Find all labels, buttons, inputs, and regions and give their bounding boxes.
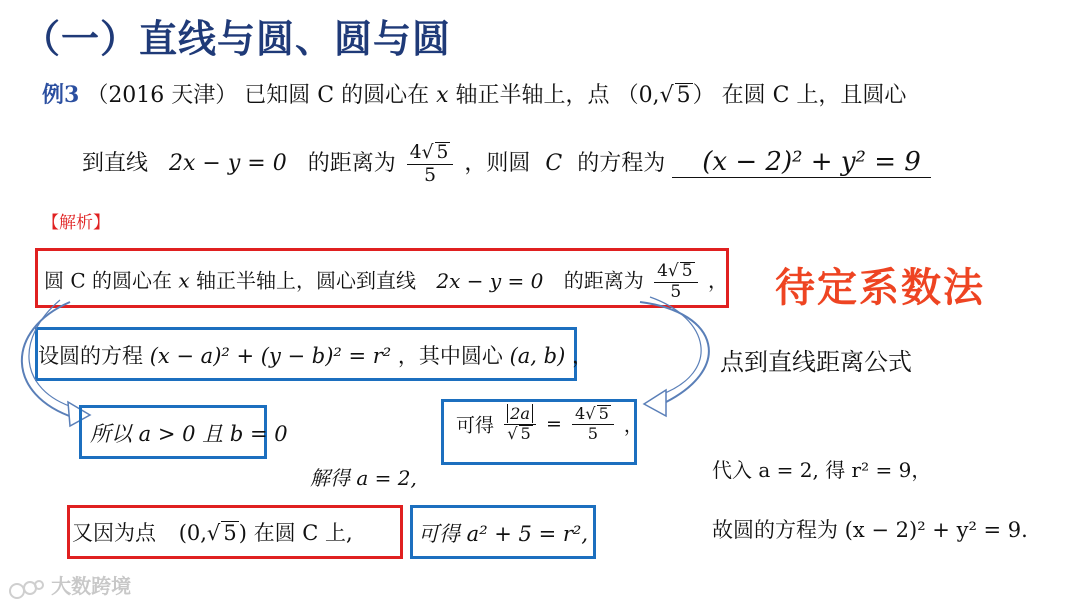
- example-text-c: 在圆 C 上，且圆心: [721, 83, 907, 108]
- watermark-logo-icon: [8, 576, 46, 602]
- example-line-equation: 2x − y = 0: [169, 151, 287, 176]
- step3-text: 所以 a > 0 且 b = 0: [90, 422, 288, 446]
- substitute-line: 代入 a = 2, 得 r² = 9，: [712, 458, 932, 482]
- step2-text-b: ，其中圆心: [397, 344, 503, 368]
- example-line2-a: 到直线: [82, 151, 149, 176]
- step1-text-b: 轴正半轴上，圆心到直线: [196, 268, 417, 293]
- example-point: （0,√ 5）: [616, 83, 715, 108]
- watermark: [8, 570, 131, 602]
- example-tag: 例3: [42, 82, 80, 108]
- step4-tail: ，: [623, 414, 643, 437]
- step1-tail: ，: [707, 268, 728, 293]
- step1-x-var: x: [178, 268, 190, 293]
- distance-formula-label: 点到直线距离公式: [720, 348, 912, 376]
- solve-line: 解得 a = 2,: [310, 466, 417, 490]
- step1-text-c: 的距离为: [563, 268, 644, 293]
- step4-equals: =: [546, 413, 562, 436]
- step5-point: (0,√ 5): [178, 521, 247, 545]
- right-curved-arrow: [640, 302, 709, 405]
- step1-line-equation: 2x − y = 0: [436, 268, 544, 293]
- example-line2-b: 的距离为: [307, 151, 396, 176]
- step5-text-a: 又因为点: [72, 521, 156, 545]
- example-distance-fraction: $\frac{4√ 5}{5}$: [407, 142, 454, 186]
- step5-text: [72, 517, 353, 547]
- step2-center: (a, b): [509, 344, 566, 368]
- example-circle-c: C: [545, 151, 563, 176]
- conclusion-line: 故圆的方程为 (x − 2)² + y² = 9.: [712, 518, 1028, 542]
- step4-prefix: 可得: [456, 414, 495, 437]
- step2-text-a: 设圆的方程: [38, 344, 143, 368]
- analysis-label: 【解析】: [42, 213, 110, 233]
- step4-right-fraction: $\frac{4√ 5}{5}$: [572, 405, 614, 443]
- example-text-a: 已知圆 C 的圆心在: [244, 83, 430, 108]
- step6-text: 可得 a² + 5 = r²,: [418, 522, 588, 546]
- watermark-text: 大数跨境: [51, 574, 132, 598]
- example-text-b: 轴正半轴上，点: [455, 83, 610, 108]
- method-label: 待定系数法: [775, 265, 985, 311]
- step5-text-b: 在圆 C 上,: [253, 521, 353, 545]
- example-answer: (x − 2)² + y² = 9: [672, 147, 931, 178]
- example-line2-d: 的方程为: [577, 151, 666, 176]
- example-source: （2016 天津）: [86, 83, 238, 108]
- example-line2-c: ，则圆: [464, 151, 531, 176]
- left-curved-arrow-inner: [29, 300, 75, 408]
- step2-tail: ，: [571, 344, 593, 368]
- left-curved-arrow: [22, 302, 75, 418]
- step1-distance-fraction: $\frac{4√ 5}{5}$: [654, 262, 698, 302]
- right-arrowhead: [644, 390, 666, 416]
- step4-left-fraction: $\frac{2a}{√ 5}$: [504, 405, 536, 443]
- example-x-var: x: [436, 83, 449, 108]
- step2-equation: (x − a)² + (y − b)² = r²: [149, 344, 392, 368]
- step1-text-a: 圆 C 的圆心在: [44, 268, 173, 293]
- page-title: （一）直线与圆、圆与圆: [22, 17, 452, 61]
- step4-text: [456, 405, 643, 443]
